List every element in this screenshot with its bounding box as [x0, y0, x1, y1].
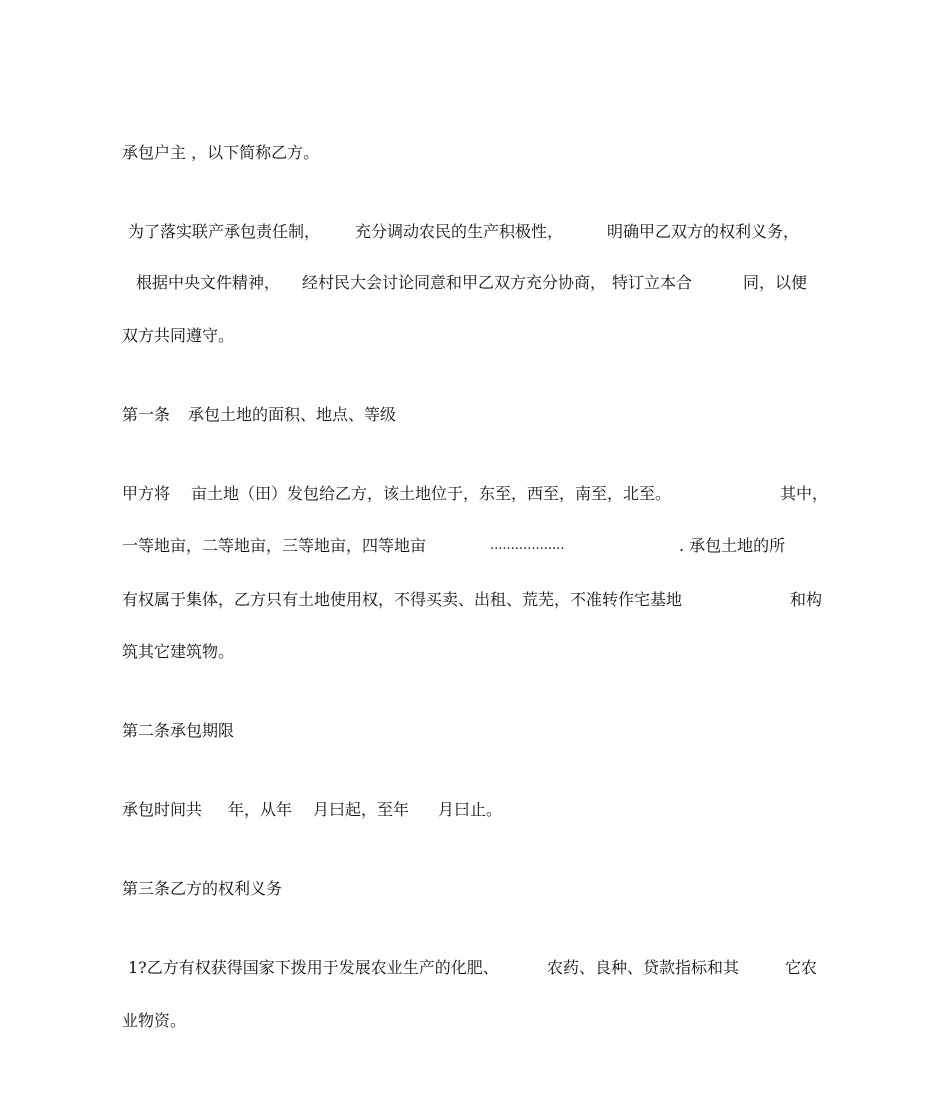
text-segment: 充分调动农民的生产积极性，	[355, 222, 564, 241]
text-segment: 年，从年	[228, 800, 293, 819]
text-segment: 1?乙方有权获得国家下拨用于发展农业生产的化肥、	[128, 958, 499, 977]
text-segment: 其中，	[780, 484, 829, 503]
text-segment: 特订立本合	[612, 273, 693, 292]
text-segment: 明确甲乙双方的权利义务，	[607, 222, 800, 241]
text-segment: 承包户主 ，以下简称乙方。	[122, 143, 320, 162]
text-segment: ..................	[490, 538, 565, 553]
text-segment: 第三条乙方的权利义务	[122, 879, 283, 898]
text-segment: 筑其它建筑物。	[122, 642, 235, 661]
text-segment: 经村民大会讨论同意和甲乙双方充分协商，	[302, 273, 607, 292]
text-segment: 根据中央文件精神，	[136, 273, 281, 292]
text-segment: 它农	[785, 958, 818, 977]
text-segment: 业物资。	[122, 1011, 187, 1030]
text-segment: 第一条	[122, 405, 171, 424]
text-segment: 双方共同遵守。	[122, 326, 235, 345]
text-segment: 承包土地的面积、地点、等级	[188, 405, 397, 424]
text-segment: 和构	[790, 590, 823, 609]
text-segment: 亩土地（田）发包给乙方，该土地位于，东至，西至，南至，北至。	[191, 484, 672, 503]
text-segment: 一等地亩，二等地亩，三等地亩，四等地亩	[122, 536, 427, 555]
text-segment: 甲方将	[122, 484, 171, 503]
text-segment: 月曰起，至年	[313, 800, 410, 819]
text-segment: . 承包土地的所	[679, 536, 786, 555]
text-segment: 农药、良种、贷款指标和其	[547, 958, 740, 977]
text-segment: 承包时间共	[122, 800, 203, 819]
text-segment: 有权属于集体，乙方只有土地使用权，不得买卖、出租、荒芜，不准转作宅基地	[122, 590, 683, 609]
text-segment: 为了落实联产承包责任制，	[128, 222, 321, 241]
text-segment: 同，以便	[743, 273, 808, 292]
text-segment: 第二条承包期限	[122, 721, 235, 740]
text-segment: 月曰止。	[438, 800, 503, 819]
